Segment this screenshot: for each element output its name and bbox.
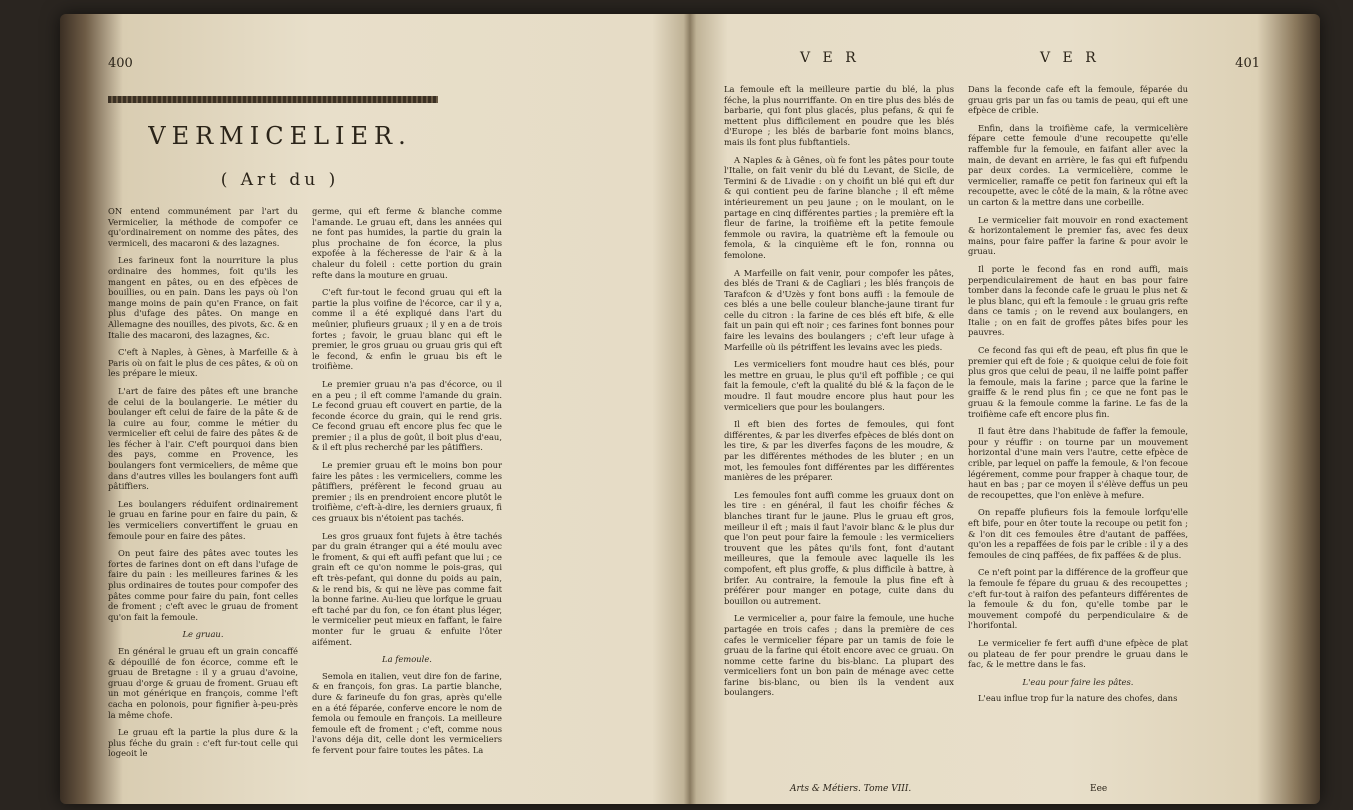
paragraph: Le premier gruau eft le moins bon pour faire les pâtes : les vermiceliers, comme les pâtiffiers, préfèrent le fecond gruau au premier ; ils en prendroient encore plutôt le troifième, c'eft-à-dire, les derniers gruaux, fi ces gruaux bis n'étoient pas tachés. [312, 460, 502, 524]
paragraph: L'art de faire des pâtes eft une branche de celui de la boulangerie. Le métier du boulanger eft celui de faire de la pâte & de la cuire au four, comme le métier du vermicelier eft celui de faire des pâtes & de les fécher à l'air. C'eft pourquoi dans bien des pays, comme en Provence, les boulangers font vermiceliers, de même que dans d'autres villes les boulangers font auffi pâtiffiers. [108, 385, 298, 492]
article-title: VERMICELIER. [148, 122, 412, 150]
paragraph: Le vermicelier fe fert auffi d'une efpèce de plat ou plateau de fer pour prendre le gruau dans le fac, & le mettre dans le fas. [968, 637, 1188, 670]
paragraph: Les boulangers réduifent ordinairement le gruau en farine pour en faire du pain, & les vermiceliers convertiffent le gruau en femoule pour en faire des pâtes. [108, 498, 298, 541]
paragraph: ON entend communément par l'art du Vermicelier, la méthode de compofer ce qu'ordinairement on nomme des pâtes, des vermiceli, des macaroni & des lazagnes. [108, 206, 298, 248]
open-book [60, 14, 1320, 804]
page-number-right: 401 [1235, 56, 1260, 71]
left-page [100, 14, 670, 804]
volume-footer: Arts & Métiers. Tome VIII. [790, 784, 912, 794]
paragraph: Les farineux font la nourriture la plus ordinaire des hommes, foit qu'ils les mangent en pâtes, ou en des efpèces de bouillies, ou en pain. Dans les pays où l'on mange moins de pain qu'en France, on fait plus d'ufage des pâtes. On mange en Allemagne des nouilles, des pivots, &c. & en Italie des macaroni, des lazagnes, &c. [108, 255, 298, 340]
paragraph: Il faut être dans l'habitude de faffer la femoule, pour y réuffir : on tourne par un mouvement horizontal d'une main vers l'autre, cette efpèce de crible, par lequel on paffe la femoule, & l'on fecoue légérement, comme pour frapper à chaque tour, de haut en bas ; par ce moyen il s'élève deffus un peu de recoupettes, que l'on enlève à mefure. [968, 426, 1188, 500]
signature-mark: Eee [1090, 784, 1108, 794]
paragraph: C'eft fur-tout le fecond gruau qui eft la partie la plus voifine de l'écorce, car il y a, comme il a été expliqué dans l'art du meûnier, plufieurs gruaux ; il y en a de trois fortes ; favoir, le gruau blanc qui eft le premier, le gros gruau ou gruau gris qui eft le fecond, & enfin le gruau bis eft le troifième. [312, 287, 502, 372]
paragraph: Les gros gruaux font fujets à être tachés par du grain étranger qui a été moulu avec le froment, & qui eft auffi pefant que lui ; ce grain eft ce qu'on nomme le pois-gras, qui eft très-pefant, qui donne du poids au pain, & le rend bis, & qui ne lève pas comme fait la bonne farine. Au-lieu que lorfque le gruau eft taché par du fon, ce fon étant plus léger, le vermicelier peut mieux en faffant, le faire monter fur le gruau & enfuite l'ôter aifément. [312, 530, 502, 647]
right-page [710, 14, 1280, 804]
paragraph: Le gruau eft la partie la plus dure & la plus féche du grain : c'eft fur-tout celle qui logeoit le [108, 727, 298, 759]
running-head-right: V E R [1040, 50, 1100, 66]
right-column-2 [968, 84, 1188, 711]
paragraph: Il eft bien des fortes de femoules, qui font différentes, & par les diverfes efpèces de blés dont on les tire, & par les diverfes façons de les moudre, & par les différentes méthodes de les bluter ; en un mot, les femoules font différentes par les différentes manières de les préparer. [724, 419, 954, 483]
left-column-1 [108, 206, 298, 766]
paragraph: Les femoules font auffi comme les gruaux dont on les tire : en général, il faut les choifir féches & blanches tirant fur le jaune. Plus le gruau eft gros, meilleur il eft ; mais il faut l'avoir blanc & le plus dur que l'on peut pour faire la femoule : les vermiceliers trouvent que les pâtes qu'ils font, font d'autant meilleures, que la femoule avec laquelle ils les compofent, eft plus groffe, & plus difficile à battre, à brifer. Au contraire, la femoule la plus fine eft à préférer pour manger en potage, cuite dans du bouillon ou autrement. [724, 489, 954, 606]
paragraph: Le vermicelier fait mouvoir en rond exactement & horizontalement le premier fas, avec fes deux mains, pour faire paffer la farine & pour avoir le gruau. [968, 214, 1188, 257]
paragraph: A Naples & à Gênes, où fe font les pâtes pour toute l'Italie, on fait venir du blé du Levant, de Sicile, de Termini & de Livadie : on y choifit un blé qui eft dur & qui contient peu de farine blanche ; il eft même intérieurement un peu jaune ; on le moulant, on le partage en cinq différentes parties ; la première eft la fleur de farine, la troifième eft la petite femoule femmole ou ravira, la quatrième eft la femoule ou femola, & la cinquième eft le fon, ronnna ou femolone. [724, 154, 954, 260]
paragraph: Semola en italien, veut dire fon de farine, & en françois, fon gras. La partie blanche, dure & farineufe du fon gras, après qu'elle en a été féparée, conferve encore le nom de femola ou femoule en françois. La meilleure femoule eft de froment ; c'eft, comme nous l'avons déja dit, celle dont les vermiceliers fe fervent pour faire toutes les pâtes. La [312, 670, 502, 755]
paragraph: Ce fecond fas qui eft de peau, eft plus fin que le premier qui eft de foie ; & quoique celui de foie foit plus gros que celui de peau, il ne laiffe point paffer la femoule, mais la farine ; parce que la farine le graiffe & le rend plus fin ; ce que ne font pas le gruau & la femoule comme la farine. Le fas de la troifième cafe eft encore plus fin. [968, 345, 1188, 419]
paragraph: On repaffe plufieurs fois la femoule lorfqu'elle eft bife, pour en ôter toute la recoupe ou petit fon ; & l'on dit ces femoules être d'autant de paffées, qu'on les a repaffées de fois par le crible : il y a des femoules de cinq paffées, de fix paffées & de plus. [968, 507, 1188, 560]
section-heading: La femoule. [382, 654, 432, 665]
article-subtitle: ( Art du ) [220, 170, 340, 190]
paragraph: L'eau influe trop fur la nature des chofes, dans [978, 693, 1178, 704]
paragraph: Les vermiceliers font moudre haut ces blés, pour les mettre en gruau, le plus qu'il eft poffible ; ce qui fait la femoule, c'eft la qualité du blé & la façon de le moudre. Il faut moudre encore plus haut pour les vermiceliers que pour les boulangers. [724, 359, 954, 412]
right-column-1 [724, 84, 954, 705]
paragraph: A Marfeille on fait venir, pour compofer les pâtes, des blés de Trani & de Cagliari ; les blés françois de Tarafcon & d'Uzès y font bons auffi : la femoule de ces blés a une belle couleur blanche-jaune tirant fur celle du citron : la farine de ces blés eft bife, & elle fait un pain qui eft noir ; ces farines font bonnes pour faire les levains des boulangers ; c'eft leur ufage à Marfeille où ils pétriffent les levains avec les pieds. [724, 267, 954, 352]
running-head-left: V E R [800, 50, 860, 66]
ornamental-rule [108, 96, 438, 103]
paragraph: C'eft à Naples, à Gènes, à Marfeille & à Paris où on fait le plus de ces pâtes, & où on les prépare le mieux. [108, 347, 298, 379]
paragraph: Le premier gruau n'a pas d'écorce, ou il en a peu ; il eft comme l'amande du grain. Le fecond gruau eft couvert en partie, de la feconde écorce du grain, qui le rend gris. Ce fecond gruau eft encore plus fec que le premier ; il a plus de goût, il boit plus d'eau, & il eft plus recherché par les pâtiffiers. [312, 378, 502, 453]
paragraph: Ce n'eft point par la différence de la groffeur que la femoule fe fépare du gruau & des recoupettes ; c'eft fur-tout à raifon des pefanteurs différentes de la femoule & du fon, qu'elle tombe par le mouvement compofé du perpendiculaire & de l'horifontal. [968, 567, 1188, 631]
section-heading: Le gruau. [182, 629, 224, 640]
left-column-2 [312, 206, 502, 763]
paragraph: La femoule eft la meilleure partie du blé, la plus féche, la plus nourriffante. On en tire plus des blés de barbarie, qui font plus glacés, plus pefans, & qui fe mettent plus difficilement en poudre que les blés d'Europe ; les blés de barbarie font moins blancs, mais ils font plus fubftantiels. [724, 84, 954, 147]
paragraph: On peut faire des pâtes avec toutes les fortes de farines dont on eft dans l'ufage de faire du pain : les meilleures farines & les plus ordinaires de toutes pour compofer des pâtes comme pour faire du pain, font celles de froment ; c'eft avec le gruau de froment qu'on fait la femoule. [108, 548, 298, 622]
paragraph: Dans la feconde cafe eft la femoule, féparée du gruau gris par un fas ou tamis de peau, qui eft une efpèce de crible. [968, 84, 1188, 116]
paragraph: germe, qui eft ferme & blanche comme l'amande. Le gruau eft, dans les années qui ne font pas humides, la partie du grain la plus prochaine de fon écorce, la plus expofée à la fécheresse de l'air & à la chaleur du foleil : cette portion du grain refte dans la mouture en gruau. [312, 206, 502, 280]
paragraph: Enfin, dans la troifième cafe, la vermicelière fépare cette femoule d'une recoupette qu'elle raffemble fur la femoule, en faifant aller avec la main, de devant en arrière, le fas qui eft fufpendu par deux cordes. La vermicelière, comme le vermicelier, ramaffe ce petit fon farineux qui eft la recoupette, avec le côté de la main, & la rôtne avec un carton & la mettre dans une corbeille. [968, 122, 1188, 207]
paragraph: Le vermicelier a, pour faire la femoule, une huche partagée en trois cafes ; dans la première de ces cafes le vermicelier fépare par un tamis de foie le gruau de la farine qui étoit encore avec ce gruau. On nomme cette farine du bis-blanc. La plupart des vermiceliers font un bon pain de ménage avec cette farine bis-blanc, ou bien ils la vendent aux boulangers. [724, 613, 954, 698]
section-heading: L'eau pour faire les pâtes. [1022, 676, 1134, 687]
paragraph: Il porte le fecond fas en rond auffi, mais perpendiculairement de haut en bas pour faire tomber dans la feconde cafe le gruau le plus net & le plus blanc, qui eft la femoule : le gruau gris refte dans ce tamis ; on le revend aux boulangers, en Italie ; on en fait de groffes pâtes bifes pour les pauvres. [968, 263, 1188, 338]
paragraph: En général le gruau eft un grain concaffé & dépouillé de fon écorce, comme eft le gruau de Bretagne : il y a gruau d'avoine, gruau d'orge & gruau de froment. Gruau eft un mot générique en françois, comme l'eft cacha en polonois, pour fignifier à-peu-près la même chofe. [108, 645, 298, 720]
page-number-left: 400 [108, 56, 133, 71]
